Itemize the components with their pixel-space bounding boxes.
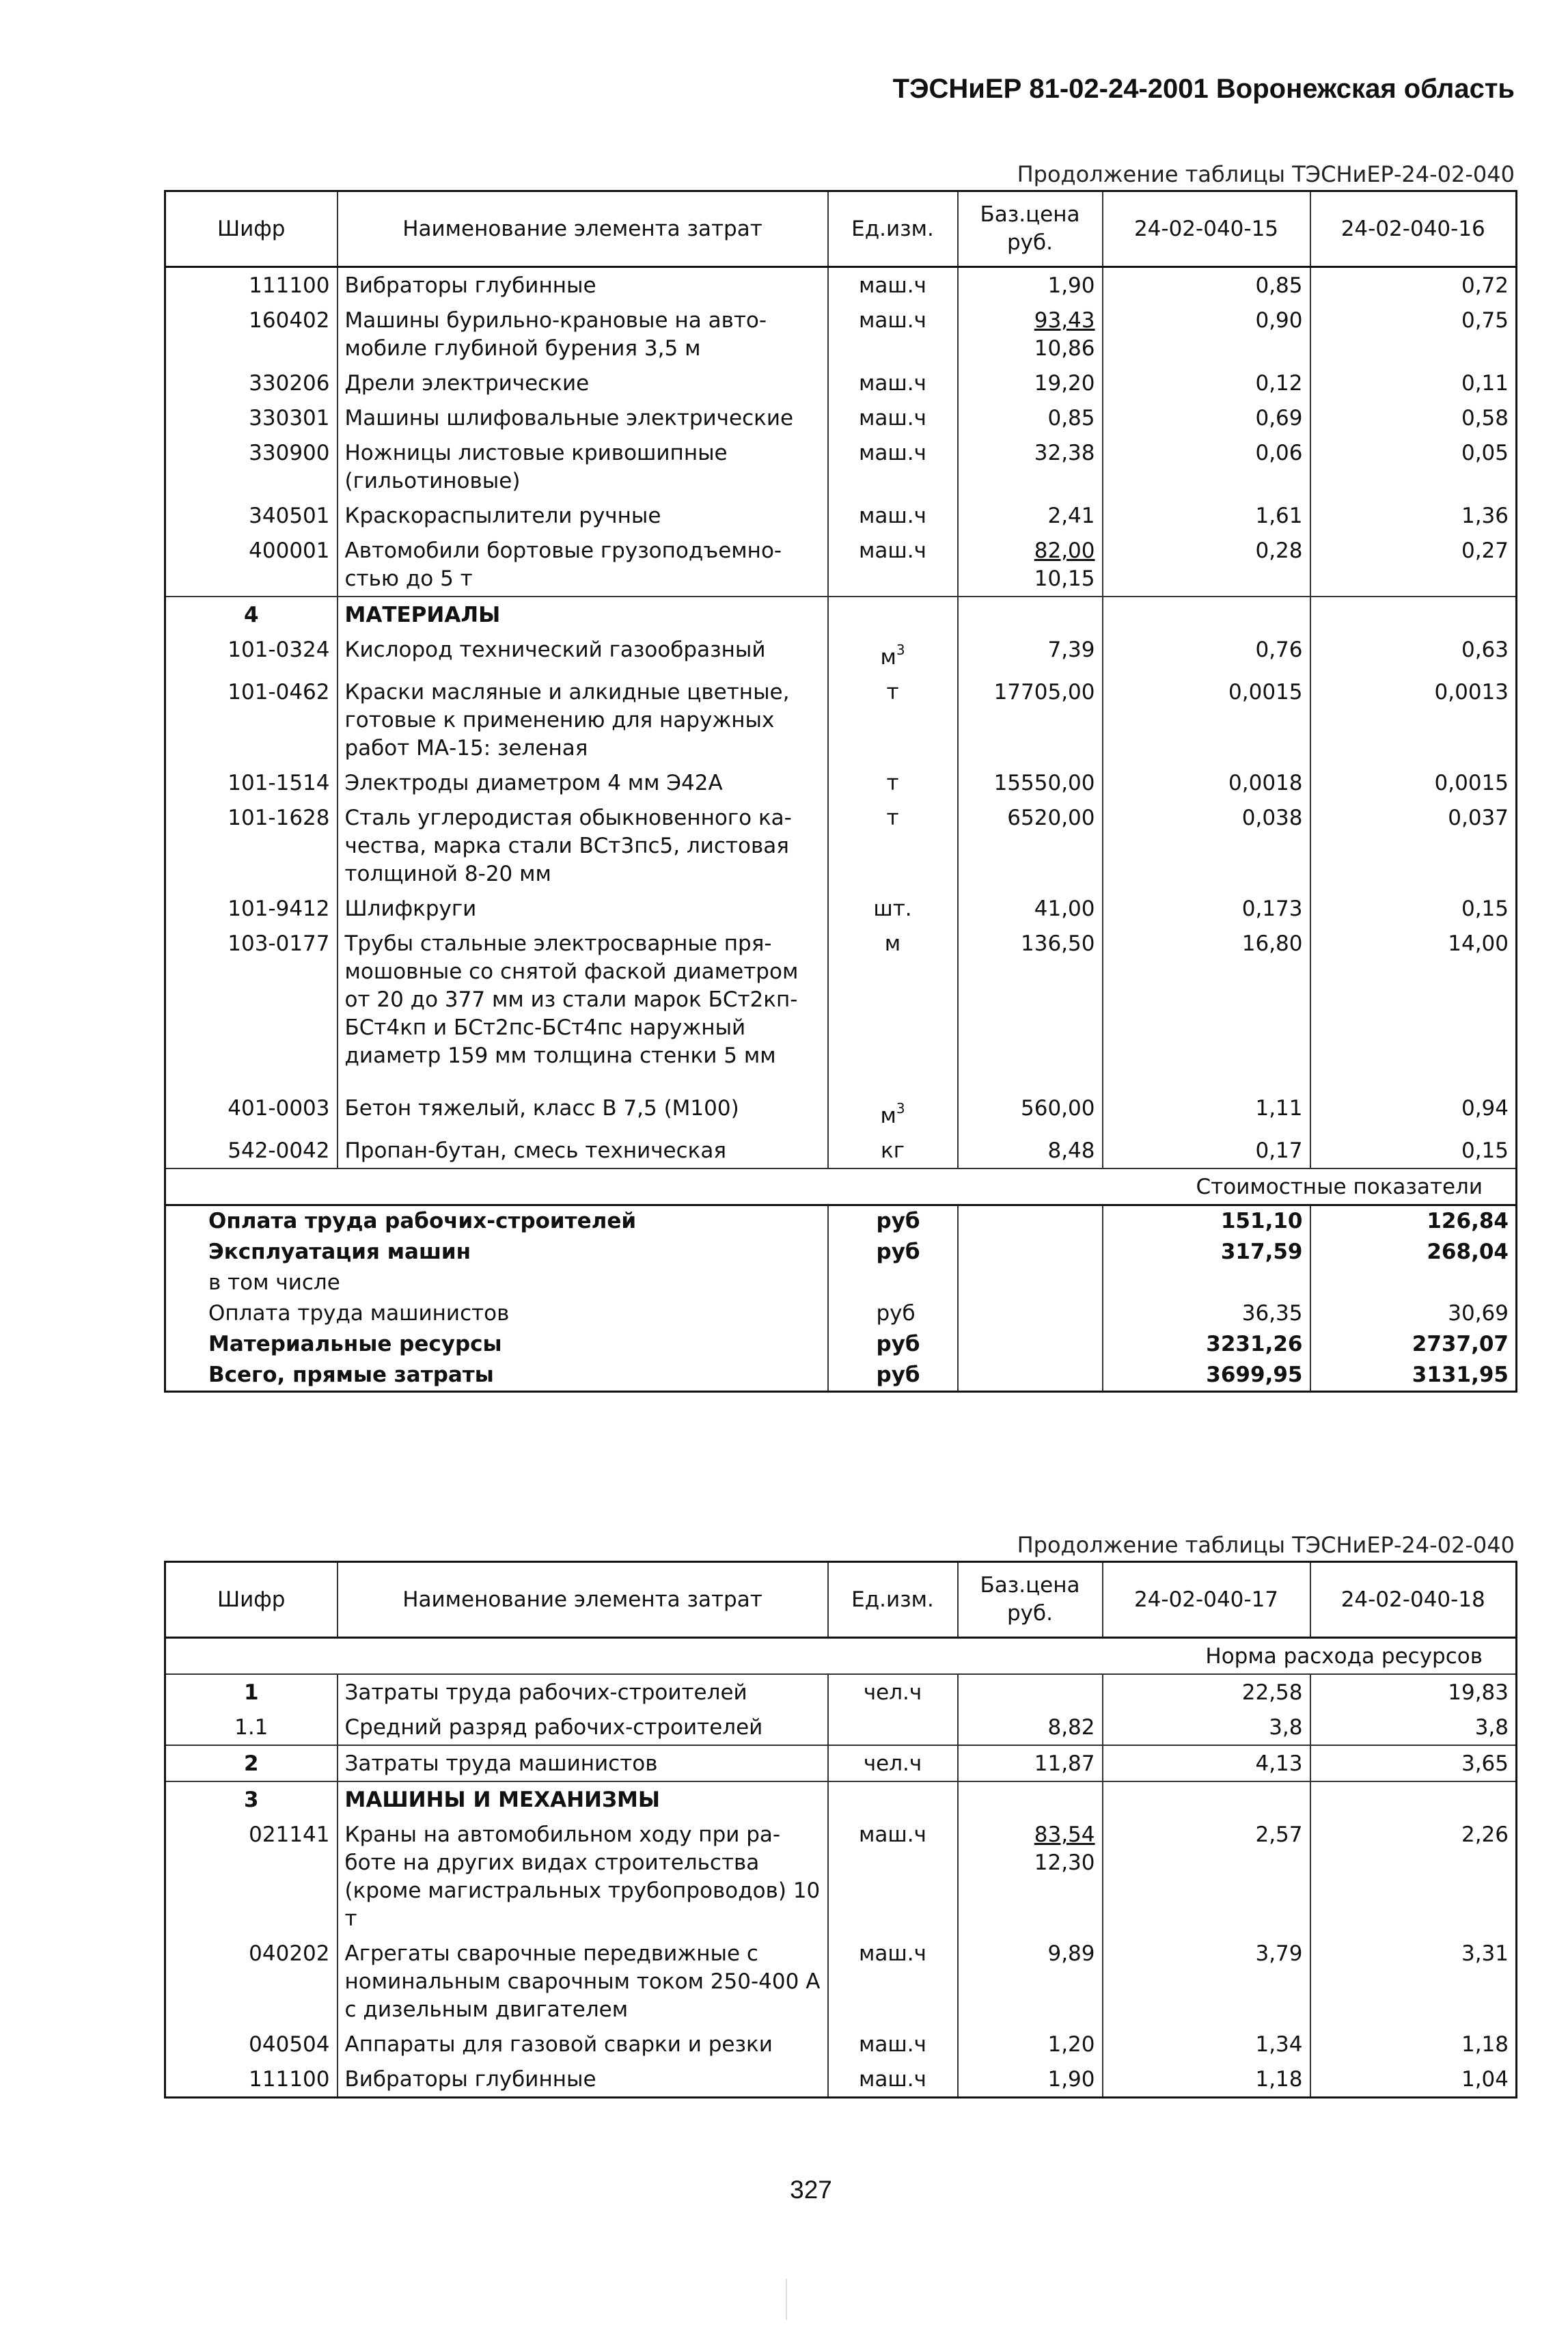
summary-unit: руб [828, 1237, 958, 1268]
column-header-code: Шифр [165, 191, 338, 267]
resource-table-2 [164, 1561, 1517, 2098]
section-title: МАТЕРИАЛЫ [338, 597, 828, 632]
summary-value-15: 151,10 [1103, 1205, 1310, 1237]
cell-norm-15: 0,12 [1103, 366, 1310, 400]
cell-norm-18: 3,65 [1310, 1745, 1517, 1781]
cell-unit: чел.ч [828, 1745, 958, 1781]
section-number: 3 [165, 1781, 338, 1817]
summary-row [165, 1360, 1517, 1392]
cell-code: 101-1628 [165, 800, 338, 891]
cell-name: Трубы стальные электросварные пря-мошовные со снятой фаской диаметром от 20 до 377 мм из стали марок БСт2кп-БСт4кп и БСт2пс-БСт4пс наружный диаметр 159 мм толщина стенки 5 мм [338, 926, 828, 1091]
table-row [165, 1674, 1517, 1710]
cell-name: Аппараты для газовой сварки и резки [338, 2027, 828, 2062]
cell-norm-16: 0,72 [1310, 267, 1517, 303]
cell-norm-15: 0,69 [1103, 400, 1310, 435]
table-caption: Продолжение таблицы ТЭСНиЕР-24-02-040 [1017, 161, 1515, 187]
cell-code: 1.1 [165, 1710, 338, 1745]
cell-price: 2,41 [958, 498, 1103, 533]
cell-norm-18: 3,8 [1310, 1710, 1517, 1745]
table-row [165, 1817, 1517, 1936]
cell-price: 19,20 [958, 366, 1103, 400]
cell-unit: маш.ч [828, 2027, 958, 2062]
unit-superscript: 3 [896, 642, 905, 658]
summary-label: Оплата труда рабочих-строителей [165, 1205, 828, 1237]
cell-norm-16: 0,15 [1310, 891, 1517, 926]
cell-norm-17: 3,79 [1103, 1936, 1310, 2027]
cell-norm-17: 4,13 [1103, 1745, 1310, 1781]
cost-band-label: Стоимостные показатели [165, 1168, 1517, 1205]
norm-band-row [165, 1638, 1517, 1675]
table-caption: Продолжение таблицы ТЭСНиЕР-24-02-040 [1017, 1532, 1515, 1558]
summary-label: в том числе [165, 1268, 828, 1298]
cell-code: 103-0177 [165, 926, 338, 1091]
cell-unit: чел.ч [828, 1674, 958, 1710]
column-header-price [958, 1562, 1103, 1638]
cell-norm-16: 0,75 [1310, 303, 1517, 366]
summary-value-15: 317,59 [1103, 1237, 1310, 1268]
table-row [165, 2027, 1517, 2062]
cell-name: Вибраторы глубинные [338, 2062, 828, 2098]
table-row [165, 674, 1517, 765]
cell-name: Средний разряд рабочих-строителей [338, 1710, 828, 1745]
price-header-line1: Баз.цена [980, 202, 1080, 227]
cell-name: Шлифкруги [338, 891, 828, 926]
cell-price: 41,00 [958, 891, 1103, 926]
column-header-unit: Ед.изм. [828, 191, 958, 267]
cell-code: 101-0462 [165, 674, 338, 765]
cell-norm-16: 0,05 [1310, 435, 1517, 498]
cell-norm-15: 1,61 [1103, 498, 1310, 533]
cell-code: 021141 [165, 1817, 338, 1936]
unit-text: м [880, 645, 896, 670]
cell-name: Затраты труда машинистов [338, 1745, 828, 1781]
price-value: 93,43 [1034, 308, 1095, 333]
price-value: 83,54 [1034, 1822, 1095, 1847]
cell-norm-15: 0,17 [1103, 1133, 1310, 1168]
cell-unit: м [828, 926, 958, 1091]
column-header-norm-16: 24-02-040-16 [1310, 191, 1517, 267]
cell-norm-15: 16,80 [1103, 926, 1310, 1091]
section-row [165, 1781, 1517, 1817]
column-header-norm-18: 24-02-040-18 [1310, 1562, 1517, 1638]
summary-value-16 [1310, 1268, 1517, 1298]
cell-name: Дрели электрические [338, 366, 828, 400]
cell-norm-15: 0,90 [1103, 303, 1310, 366]
cell-norm-18: 1,04 [1310, 2062, 1517, 2098]
summary-label: Оплата труда машинистов [165, 1298, 828, 1329]
cell-name: Краны на автомобильном ходу при ра-боте на других видах строительства (кроме магистральных трубопроводов) 10 т [338, 1817, 828, 1936]
section-row [165, 597, 1517, 632]
column-header-name: Наименование элемента затрат [338, 191, 828, 267]
summary-unit [828, 1268, 958, 1298]
cost-band-row [165, 1168, 1517, 1205]
cell-name: Ножницы листовые кривошипные (гильотиновые) [338, 435, 828, 498]
summary-row [165, 1298, 1517, 1329]
cell-norm-18: 2,26 [1310, 1817, 1517, 1936]
cell-code: 1 [165, 1674, 338, 1710]
cell-norm-17: 1,34 [1103, 2027, 1310, 2062]
table-row [165, 1091, 1517, 1133]
column-header-name: Наименование элемента затрат [338, 1562, 828, 1638]
cell-norm-16: 0,15 [1310, 1133, 1517, 1168]
cell-norm-16: 1,36 [1310, 498, 1517, 533]
cell-unit: шт. [828, 891, 958, 926]
resource-table-1 [164, 190, 1517, 1393]
scan-artifact-line [786, 2279, 787, 2320]
summary-row [165, 1205, 1517, 1237]
summary-label: Материальные ресурсы [165, 1329, 828, 1360]
table-row [165, 926, 1517, 1091]
table-row [165, 1745, 1517, 1781]
table-row [165, 1936, 1517, 2027]
price-header-line1: Баз.цена [980, 1573, 1080, 1598]
cell-unit: маш.ч [828, 435, 958, 498]
column-header-code: Шифр [165, 1562, 338, 1638]
column-header-norm-17: 24-02-040-17 [1103, 1562, 1310, 1638]
cell-name: Кислород технический газообразный [338, 632, 828, 674]
cell-norm-15: 0,06 [1103, 435, 1310, 498]
cell-price: 11,87 [958, 1745, 1103, 1781]
cell-unit: т [828, 765, 958, 800]
cell-unit [828, 632, 958, 674]
table-row [165, 498, 1517, 533]
cell-norm-15: 0,0018 [1103, 765, 1310, 800]
cell-norm-16: 0,58 [1310, 400, 1517, 435]
cell-code: 542-0042 [165, 1133, 338, 1168]
cell-norm-16: 0,0015 [1310, 765, 1517, 800]
cell-unit [828, 1710, 958, 1745]
cell-code: 401-0003 [165, 1091, 338, 1133]
cell-norm-15: 0,038 [1103, 800, 1310, 891]
cell-code: 101-1514 [165, 765, 338, 800]
table-row [165, 366, 1517, 400]
cell-price: 1,90 [958, 2062, 1103, 2098]
price-operator-wage: 10,86 [1034, 336, 1095, 361]
cell-norm-15: 0,0015 [1103, 674, 1310, 765]
cell-norm-15: 0,28 [1103, 533, 1310, 597]
cell-norm-18: 3,31 [1310, 1936, 1517, 2027]
cell-code: 101-9412 [165, 891, 338, 926]
cell-price [958, 303, 1103, 366]
cell-name: Автомобили бортовые грузоподъемно-стью до 5 т [338, 533, 828, 597]
price-operator-wage: 10,15 [1034, 566, 1095, 591]
cell-price: 17705,00 [958, 674, 1103, 765]
unit-text: м [880, 1104, 896, 1128]
cell-name: Агрегаты сварочные передвижные с номинальным сварочным током 250-400 А с дизельным двигателем [338, 1936, 828, 2027]
document-title: ТЭСНиЕР 81-02-24-2001 Воронежская область [892, 74, 1515, 104]
summary-value-16: 2737,07 [1310, 1329, 1517, 1360]
cell-code: 330900 [165, 435, 338, 498]
cell-name: Краски масляные и алкидные цветные, готовые к применению для наружных работ МА-15: зеленая [338, 674, 828, 765]
summary-unit: руб [828, 1205, 958, 1237]
cell-norm-16: 0,037 [1310, 800, 1517, 891]
summary-label: Всего, прямые затраты [165, 1360, 828, 1392]
cell-code: 340501 [165, 498, 338, 533]
cell-name: Бетон тяжелый, класс В 7,5 (М100) [338, 1091, 828, 1133]
table-row [165, 891, 1517, 926]
cell-norm-16: 0,94 [1310, 1091, 1517, 1133]
table-row [165, 1710, 1517, 1745]
column-header-price [958, 191, 1103, 267]
cell-unit: т [828, 674, 958, 765]
cell-norm-15: 0,85 [1103, 267, 1310, 303]
cell-code: 040504 [165, 2027, 338, 2062]
table-row [165, 800, 1517, 891]
cell-price [958, 1674, 1103, 1710]
cell-price: 1,20 [958, 2027, 1103, 2062]
table-row [165, 400, 1517, 435]
cell-code: 101-0324 [165, 632, 338, 674]
page-number: 327 [790, 2176, 832, 2204]
price-header-line2: руб. [1007, 1601, 1053, 1626]
table-header-row [165, 1562, 1517, 1638]
table-row [165, 2062, 1517, 2098]
cell-norm-18: 19,83 [1310, 1674, 1517, 1710]
summary-row [165, 1237, 1517, 1268]
cell-norm-17: 1,18 [1103, 2062, 1310, 2098]
summary-row [165, 1329, 1517, 1360]
cell-norm-17: 3,8 [1103, 1710, 1310, 1745]
cell-code: 160402 [165, 303, 338, 366]
summary-unit: руб [828, 1329, 958, 1360]
summary-value-16: 126,84 [1310, 1205, 1517, 1237]
cell-unit: маш.ч [828, 498, 958, 533]
summary-unit: руб [828, 1360, 958, 1392]
cell-norm-16: 14,00 [1310, 926, 1517, 1091]
cell-unit: маш.ч [828, 2062, 958, 2098]
cell-norm-16: 0,11 [1310, 366, 1517, 400]
summary-value-16: 30,69 [1310, 1298, 1517, 1329]
cell-price: 32,38 [958, 435, 1103, 498]
cell-price: 8,82 [958, 1710, 1103, 1745]
cell-price: 6520,00 [958, 800, 1103, 891]
cell-name: Электроды диаметром 4 мм Э42А [338, 765, 828, 800]
cell-norm-16: 0,63 [1310, 632, 1517, 674]
cell-price: 7,39 [958, 632, 1103, 674]
cell-code: 111100 [165, 2062, 338, 2098]
cell-code: 040202 [165, 1936, 338, 2027]
cell-unit: маш.ч [828, 267, 958, 303]
cell-code: 2 [165, 1745, 338, 1781]
unit-superscript: 3 [896, 1100, 905, 1117]
cell-price: 136,50 [958, 926, 1103, 1091]
cell-name: Вибраторы глубинные [338, 267, 828, 303]
cell-norm-18: 1,18 [1310, 2027, 1517, 2062]
cell-code: 330206 [165, 366, 338, 400]
table-row [165, 435, 1517, 498]
cell-unit: кг [828, 1133, 958, 1168]
cell-norm-16: 0,0013 [1310, 674, 1517, 765]
cell-name: Затраты труда рабочих-строителей [338, 1674, 828, 1710]
cell-unit: маш.ч [828, 533, 958, 597]
cell-norm-15: 0,76 [1103, 632, 1310, 674]
cell-name: Пропан-бутан, смесь техническая [338, 1133, 828, 1168]
section-title: МАШИНЫ И МЕХАНИЗМЫ [338, 1781, 828, 1817]
cell-code: 330301 [165, 400, 338, 435]
cell-price: 9,89 [958, 1936, 1103, 2027]
cell-price: 15550,00 [958, 765, 1103, 800]
summary-value-15 [1103, 1268, 1310, 1298]
table-header-row [165, 191, 1517, 267]
cell-price: 0,85 [958, 400, 1103, 435]
price-value: 82,00 [1034, 538, 1095, 563]
summary-label: Эксплуатация машин [165, 1237, 828, 1268]
cell-unit: маш.ч [828, 303, 958, 366]
price-operator-wage: 12,30 [1034, 1850, 1095, 1875]
cell-name: Машины шлифовальные электрические [338, 400, 828, 435]
cell-code: 111100 [165, 267, 338, 303]
column-header-norm-15: 24-02-040-15 [1103, 191, 1310, 267]
cell-price [958, 533, 1103, 597]
table-row [165, 533, 1517, 597]
table-row [165, 303, 1517, 366]
cell-code: 400001 [165, 533, 338, 597]
cell-name: Сталь углеродистая обыкновенного ка-чества, марка стали ВСт3пс5, листовая толщиной 8-20 мм [338, 800, 828, 891]
cell-price: 560,00 [958, 1091, 1103, 1133]
summary-value-15: 3699,95 [1103, 1360, 1310, 1392]
cell-norm-17: 22,58 [1103, 1674, 1310, 1710]
summary-value-16: 268,04 [1310, 1237, 1517, 1268]
table-row [165, 765, 1517, 800]
summary-value-15: 36,35 [1103, 1298, 1310, 1329]
cell-unit [828, 1091, 958, 1133]
norm-band-label: Норма расхода ресурсов [165, 1638, 1517, 1675]
cell-name: Машины бурильно-крановые на авто-мобиле глубиной бурения 3,5 м [338, 303, 828, 366]
cell-norm-17: 2,57 [1103, 1817, 1310, 1936]
cell-price: 1,90 [958, 267, 1103, 303]
cell-norm-16: 0,27 [1310, 533, 1517, 597]
summary-value-16: 3131,95 [1310, 1360, 1517, 1392]
cell-unit: маш.ч [828, 366, 958, 400]
column-header-unit: Ед.изм. [828, 1562, 958, 1638]
table-row [165, 632, 1517, 674]
summary-value-15: 3231,26 [1103, 1329, 1310, 1360]
cell-name: Краскораспылители ручные [338, 498, 828, 533]
cell-norm-15: 1,11 [1103, 1091, 1310, 1133]
cell-unit: маш.ч [828, 1817, 958, 1936]
summary-unit: руб [828, 1298, 958, 1329]
cell-price [958, 1817, 1103, 1936]
section-number: 4 [165, 597, 338, 632]
cell-price: 8,48 [958, 1133, 1103, 1168]
cell-unit: маш.ч [828, 1936, 958, 2027]
price-header-line2: руб. [1007, 230, 1053, 255]
cell-norm-15: 0,173 [1103, 891, 1310, 926]
table-row [165, 1133, 1517, 1168]
summary-row [165, 1268, 1517, 1298]
table-row [165, 267, 1517, 303]
cell-unit: маш.ч [828, 400, 958, 435]
cell-unit: т [828, 800, 958, 891]
